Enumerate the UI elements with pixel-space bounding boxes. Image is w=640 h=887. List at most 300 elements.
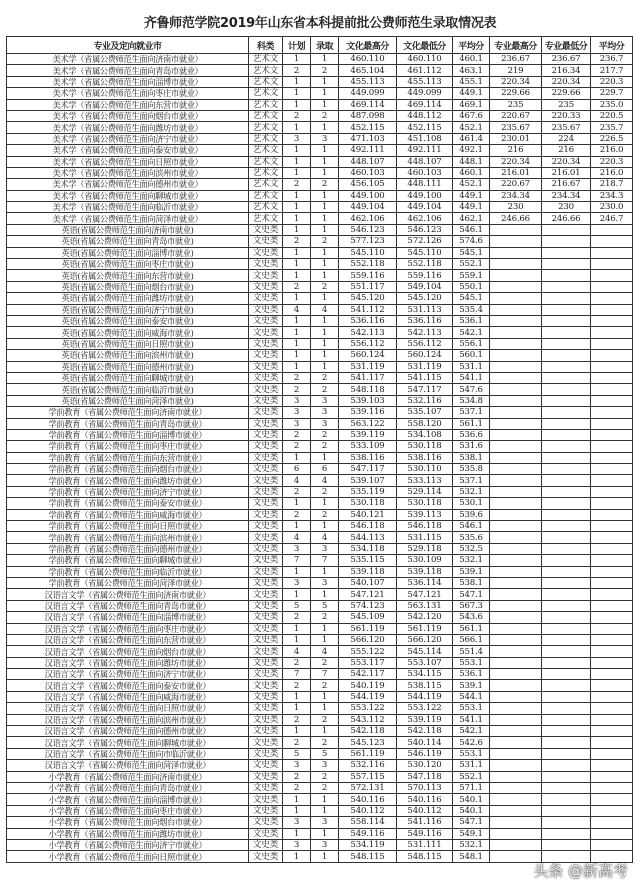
cell-culture-max: 462.106	[339, 213, 397, 224]
cell-category: 文史类	[249, 372, 283, 383]
cell-major-min: 235.67	[542, 122, 591, 133]
cell-plan: 1	[283, 99, 311, 110]
cell-culture-avg: 530.1	[453, 498, 490, 509]
cell-major-min: 216.67	[542, 179, 591, 190]
cell-plan: 1	[283, 327, 311, 338]
cell-culture-avg: 463.1	[453, 65, 490, 76]
cell-major-avg	[591, 543, 633, 554]
cell-culture-max: 538.116	[339, 452, 397, 463]
table-row	[7, 224, 633, 235]
cell-category: 文史类	[249, 726, 283, 737]
page-title: 齐鲁师范学院2019年山东省本科提前批公费师范生录取情况表	[143, 16, 497, 31]
cell-major-max: 229.66	[490, 88, 542, 99]
cell-major-max	[490, 224, 542, 235]
cell-plan: 2	[283, 236, 311, 247]
cell-plan: 5	[283, 600, 311, 611]
cell-major-max	[490, 657, 542, 668]
cell-plan: 3	[283, 839, 311, 850]
table-row	[7, 281, 633, 292]
cell-admitted: 2	[311, 680, 339, 691]
cell-culture-min: 539.118	[397, 566, 453, 577]
cell-culture-avg: 559.1	[453, 270, 490, 281]
cell-plan: 1	[283, 361, 311, 372]
table-row	[7, 236, 633, 247]
cell-plan: 2	[283, 486, 311, 497]
cell-culture-avg: 536.6	[453, 429, 490, 440]
cell-major-city: 美术学（省属公费师范生面向济南市就业）	[7, 54, 249, 65]
cell-culture-min: 566.120	[397, 634, 453, 645]
cell-major-min: 235	[542, 99, 591, 110]
cell-admitted: 1	[311, 634, 339, 645]
cell-culture-min: 545.120	[397, 293, 453, 304]
cell-plan: 2	[283, 441, 311, 452]
cell-major-max	[490, 350, 542, 361]
cell-plan: 1	[283, 851, 311, 862]
cell-culture-avg: 548.1	[453, 851, 490, 862]
cell-culture-min: 547.118	[397, 771, 453, 782]
cell-major-city: 美术学（省属公费师范生面向潍坊市就业）	[7, 122, 249, 133]
cell-major-city: 美术学（省属公费师范生面向淄博市就业）	[7, 76, 249, 87]
cell-major-avg	[591, 327, 633, 338]
cell-major-city: 英语(省属公费师范生面向德州市就业)	[7, 361, 249, 372]
cell-major-min: 220.33	[542, 110, 591, 121]
cell-major-city: 英语(省属公费师范生面向临沂市就业)	[7, 384, 249, 395]
cell-major-min: 246.66	[542, 213, 591, 224]
cell-major-avg	[591, 646, 633, 657]
cell-plan: 1	[283, 213, 311, 224]
table-row	[7, 372, 633, 383]
cell-major-avg: 246.7	[591, 213, 633, 224]
col-major-min: 专业最低分	[542, 37, 591, 54]
cell-major-avg	[591, 817, 633, 828]
cell-major-min	[542, 634, 591, 645]
cell-admitted: 2	[311, 783, 339, 794]
table-row	[7, 589, 633, 600]
cell-culture-min: 462.106	[397, 213, 453, 224]
cell-major-min	[542, 407, 591, 418]
cell-admitted: 1	[311, 224, 339, 235]
cell-plan: 1	[283, 498, 311, 509]
cell-major-max	[490, 247, 542, 258]
cell-culture-avg: 467.6	[453, 110, 490, 121]
cell-admitted: 1	[311, 99, 339, 110]
cell-major-city: 汉语言文学（省属公费师范生面向日照市就业）	[7, 703, 249, 714]
cell-category: 文史类	[249, 634, 283, 645]
cell-major-max	[490, 236, 542, 247]
cell-major-avg	[591, 600, 633, 611]
cell-culture-max: 548.115	[339, 851, 397, 862]
table-row	[7, 737, 633, 748]
cell-culture-avg: 547.1	[453, 817, 490, 828]
cell-major-city: 汉语言文学（省属公费师范生面向聊城市就业）	[7, 737, 249, 748]
table-row	[7, 521, 633, 532]
table-row	[7, 270, 633, 281]
cell-major-avg	[591, 418, 633, 429]
cell-major-min: 236.67	[542, 54, 591, 65]
cell-category: 艺术文	[249, 145, 283, 156]
cell-admitted: 1	[311, 521, 339, 532]
table-row	[7, 65, 633, 76]
cell-culture-min: 560.124	[397, 350, 453, 361]
cell-major-max	[490, 555, 542, 566]
cell-culture-avg: 542.1	[453, 726, 490, 737]
cell-major-avg	[591, 748, 633, 759]
cell-culture-avg: 536.1	[453, 315, 490, 326]
cell-category: 文史类	[249, 851, 283, 862]
cell-culture-min: 448.112	[397, 110, 453, 121]
cell-major-city: 小学教育（省属公费师范生面向潍坊市就业）	[7, 828, 249, 839]
cell-major-city: 美术学（省属公费师范生面向菏泽市就业）	[7, 213, 249, 224]
cell-culture-min: 563.131	[397, 600, 453, 611]
table-row	[7, 783, 633, 794]
cell-category: 文史类	[249, 543, 283, 554]
cell-major-max	[490, 828, 542, 839]
cell-category: 文史类	[249, 361, 283, 372]
cell-culture-max: 534.119	[339, 839, 397, 850]
cell-major-min	[542, 281, 591, 292]
cell-culture-max: 546.123	[339, 224, 397, 235]
cell-major-avg	[591, 361, 633, 372]
cell-major-city: 小学教育（省属公费师范生面向日照市就业）	[7, 851, 249, 862]
cell-major-min	[542, 566, 591, 577]
cell-major-city: 汉语言文学（省属公费师范生面向潍坊市就业）	[7, 657, 249, 668]
cell-plan: 7	[283, 555, 311, 566]
cell-major-city: 学前教育（省属公费师范生面向聊城市就业）	[7, 555, 249, 566]
cell-major-city: 英语(省属公费师范生面向聊城市就业)	[7, 372, 249, 383]
table-row	[7, 612, 633, 623]
cell-culture-avg: 536.1	[453, 669, 490, 680]
cell-admitted: 1	[311, 156, 339, 167]
cell-major-max	[490, 521, 542, 532]
cell-major-max	[490, 532, 542, 543]
cell-major-avg	[591, 236, 633, 247]
cell-culture-max: 542.118	[339, 726, 397, 737]
cell-major-max	[490, 737, 542, 748]
table-row	[7, 760, 633, 771]
cell-admitted: 1	[311, 794, 339, 805]
cell-major-min: 216.34	[542, 65, 591, 76]
cell-major-city: 小学教育（省属公费师范生面向淄博市就业）	[7, 794, 249, 805]
cell-culture-min: 449.104	[397, 202, 453, 213]
cell-major-avg	[591, 577, 633, 588]
cell-culture-avg: 535.6	[453, 532, 490, 543]
cell-culture-max: 460.103	[339, 167, 397, 178]
table-row	[7, 99, 633, 110]
cell-major-min	[542, 293, 591, 304]
cell-culture-min: 529.114	[397, 486, 453, 497]
cell-category: 文史类	[249, 657, 283, 668]
cell-culture-max: 549.116	[339, 828, 397, 839]
cell-major-city: 英语(省属公费师范生面向日照市就业)	[7, 338, 249, 349]
cell-category: 文史类	[249, 327, 283, 338]
cell-admitted: 3	[311, 839, 339, 850]
table-row	[7, 407, 633, 418]
cell-culture-max: 455.113	[339, 76, 397, 87]
cell-culture-min: 545.110	[397, 247, 453, 258]
cell-culture-max: 561.119	[339, 623, 397, 634]
cell-culture-max: 558.114	[339, 817, 397, 828]
cell-major-max	[490, 577, 542, 588]
cell-major-avg	[591, 771, 633, 782]
cell-major-city: 汉语言文学（省属公费师范生面向烟台市就业）	[7, 646, 249, 657]
cell-major-min: 216.01	[542, 167, 591, 178]
cell-plan: 1	[283, 623, 311, 634]
cell-culture-avg: 540.1	[453, 805, 490, 816]
cell-admitted: 1	[311, 315, 339, 326]
table-row	[7, 304, 633, 315]
cell-plan: 6	[283, 464, 311, 475]
cell-admitted: 1	[311, 726, 339, 737]
table-row	[7, 680, 633, 691]
cell-major-min	[542, 350, 591, 361]
cell-category: 艺术文	[249, 110, 283, 121]
cell-culture-avg: 551.4	[453, 646, 490, 657]
cell-category: 艺术文	[249, 65, 283, 76]
cell-category: 文史类	[249, 281, 283, 292]
cell-culture-avg: 532.5	[453, 543, 490, 554]
cell-major-max	[490, 543, 542, 554]
cell-culture-avg: 541.1	[453, 372, 490, 383]
cell-category: 艺术文	[249, 99, 283, 110]
table-row	[7, 122, 633, 133]
cell-major-max	[490, 475, 542, 486]
cell-plan: 1	[283, 315, 311, 326]
cell-major-avg	[591, 726, 633, 737]
cell-culture-min: 540.116	[397, 794, 453, 805]
cell-plan: 1	[283, 338, 311, 349]
cell-major-avg	[591, 509, 633, 520]
cell-culture-min: 536.114	[397, 577, 453, 588]
table-row	[7, 452, 633, 463]
table-row	[7, 600, 633, 611]
cell-culture-avg: 560.1	[453, 350, 490, 361]
table-row	[7, 646, 633, 657]
cell-category: 艺术文	[249, 190, 283, 201]
cell-major-avg: 235.0	[591, 99, 633, 110]
cell-major-min	[542, 395, 591, 406]
cell-major-max	[490, 384, 542, 395]
cell-culture-avg: 543.6	[453, 612, 490, 623]
cell-culture-min: 538.115	[397, 680, 453, 691]
cell-major-max	[490, 498, 542, 509]
cell-admitted: 1	[311, 259, 339, 270]
cell-major-avg: 220.5	[591, 110, 633, 121]
cell-category: 文史类	[249, 737, 283, 748]
cell-culture-max: 541.117	[339, 372, 397, 383]
table-row	[7, 259, 633, 270]
table-row	[7, 532, 633, 543]
cell-culture-max: 560.124	[339, 350, 397, 361]
cell-category: 文史类	[249, 817, 283, 828]
cell-major-max: 246.66	[490, 213, 542, 224]
cell-admitted: 1	[311, 350, 339, 361]
cell-major-min	[542, 794, 591, 805]
cell-major-city: 美术学（省属公费师范生面向德州市就业）	[7, 179, 249, 190]
cell-plan: 1	[283, 76, 311, 87]
cell-major-min	[542, 521, 591, 532]
cell-culture-avg: 549.1	[453, 828, 490, 839]
cell-culture-min: 546.119	[397, 748, 453, 759]
cell-major-min	[542, 612, 591, 623]
table-row	[7, 543, 633, 554]
cell-plan: 1	[283, 293, 311, 304]
cell-admitted: 2	[311, 110, 339, 121]
cell-major-city: 汉语言文学（省属公费师范生面向济南市就业）	[7, 589, 249, 600]
cell-admitted: 1	[311, 167, 339, 178]
cell-culture-max: 460.110	[339, 54, 397, 65]
cell-major-max: 230	[490, 202, 542, 213]
cell-admitted: 5	[311, 600, 339, 611]
table-row	[7, 577, 633, 588]
cell-admitted: 2	[311, 281, 339, 292]
cell-plan: 1	[283, 156, 311, 167]
cell-major-city: 学前教育（省属公费师范生面向威海市就业）	[7, 509, 249, 520]
cell-plan: 1	[283, 589, 311, 600]
table-row	[7, 828, 633, 839]
table-row	[7, 555, 633, 566]
cell-major-max	[490, 714, 542, 725]
cell-major-city: 学前教育（省属公费师范生面向菏泽市就业）	[7, 577, 249, 588]
cell-culture-avg: 544.1	[453, 691, 490, 702]
cell-plan: 1	[283, 566, 311, 577]
cell-major-city: 汉语言文学（省属公费师范生面向德州市就业）	[7, 726, 249, 737]
cell-culture-min: 534.115	[397, 669, 453, 680]
cell-plan: 2	[283, 737, 311, 748]
cell-admitted: 1	[311, 589, 339, 600]
cell-major-min	[542, 532, 591, 543]
cell-culture-min: 547.121	[397, 589, 453, 600]
table-row	[7, 714, 633, 725]
cell-culture-max: 552.118	[339, 259, 397, 270]
cell-plan: 1	[283, 247, 311, 258]
cell-major-city: 美术学（省属公费师范生面向烟台市就业）	[7, 110, 249, 121]
cell-plan: 5	[283, 748, 311, 759]
cell-admitted: 3	[311, 577, 339, 588]
cell-culture-min: 542.113	[397, 327, 453, 338]
cell-major-max	[490, 691, 542, 702]
cell-culture-max: 557.115	[339, 771, 397, 782]
cell-plan: 2	[283, 372, 311, 383]
cell-culture-min: 540.114	[397, 737, 453, 748]
cell-major-city: 英语(省属公费师范生面向烟台市就业)	[7, 281, 249, 292]
cell-culture-min: 539.113	[397, 509, 453, 520]
cell-major-min	[542, 703, 591, 714]
cell-culture-max: 540.112	[339, 805, 397, 816]
cell-culture-max: 574.123	[339, 600, 397, 611]
cell-category: 文史类	[249, 486, 283, 497]
cell-major-city: 英语(省属公费师范生面向淄博市就业)	[7, 247, 249, 258]
cell-culture-max: 545.120	[339, 293, 397, 304]
cell-plan: 3	[283, 577, 311, 588]
cell-culture-min: 542.118	[397, 726, 453, 737]
cell-major-avg	[591, 270, 633, 281]
cell-major-max	[490, 315, 542, 326]
cell-culture-avg: 452.1	[453, 122, 490, 133]
cell-plan: 3	[283, 407, 311, 418]
cell-culture-avg: 535.4	[453, 304, 490, 315]
cell-culture-max: 548.118	[339, 384, 397, 395]
table-row	[7, 361, 633, 372]
cell-culture-max: 561.119	[339, 748, 397, 759]
cell-admitted: 4	[311, 646, 339, 657]
cell-major-avg: 217.7	[591, 65, 633, 76]
cell-major-city: 美术学（省属公费师范生面向日照市就业）	[7, 156, 249, 167]
cell-plan: 4	[283, 475, 311, 486]
cell-category: 文史类	[249, 566, 283, 577]
cell-major-avg	[591, 475, 633, 486]
cell-culture-max: 546.118	[339, 521, 397, 532]
cell-major-avg: 220.3	[591, 156, 633, 167]
cell-admitted: 2	[311, 771, 339, 782]
cell-admitted: 1	[311, 623, 339, 634]
admission-table	[6, 36, 633, 863]
cell-major-avg: 235.7	[591, 122, 633, 133]
cell-admitted: 1	[311, 190, 339, 201]
cell-plan: 1	[283, 145, 311, 156]
cell-culture-max: 545.110	[339, 247, 397, 258]
cell-major-max: 220.34	[490, 76, 542, 87]
cell-category: 文史类	[249, 623, 283, 634]
cell-admitted: 6	[311, 464, 339, 475]
cell-major-min	[542, 680, 591, 691]
cell-major-city: 学前教育（省属公费师范生面向东营市就业）	[7, 452, 249, 463]
cell-major-min	[542, 714, 591, 725]
cell-major-max: 220.34	[490, 156, 542, 167]
table-row	[7, 327, 633, 338]
cell-culture-min: 448.111	[397, 179, 453, 190]
cell-culture-avg: 455.1	[453, 76, 490, 87]
cell-major-city: 美术学（省属公费师范生面向青岛市就业）	[7, 65, 249, 76]
cell-category: 文史类	[249, 669, 283, 680]
cell-plan: 1	[283, 703, 311, 714]
cell-major-min	[542, 464, 591, 475]
cell-major-max	[490, 680, 542, 691]
cell-major-min	[542, 361, 591, 372]
cell-admitted: 1	[311, 828, 339, 839]
col-culture-min: 文化最低分	[397, 37, 453, 54]
table-row	[7, 634, 633, 645]
cell-major-avg	[591, 828, 633, 839]
cell-major-avg	[591, 486, 633, 497]
cell-culture-avg: 539.6	[453, 509, 490, 520]
cell-culture-min: 530.120	[397, 760, 453, 771]
cell-major-avg	[591, 464, 633, 475]
cell-major-max	[490, 486, 542, 497]
cell-major-city: 汉语言文学（省属公费师范生面向滨州市就业）	[7, 714, 249, 725]
cell-admitted: 7	[311, 669, 339, 680]
cell-category: 文史类	[249, 270, 283, 281]
cell-culture-avg: 449.1	[453, 88, 490, 99]
cell-category: 文史类	[249, 338, 283, 349]
cell-culture-max: 551.117	[339, 281, 397, 292]
cell-major-max	[490, 293, 542, 304]
cell-major-avg: 216.0	[591, 167, 633, 178]
table-row	[7, 156, 633, 167]
table-row	[7, 54, 633, 65]
cell-culture-max: 536.116	[339, 315, 397, 326]
cell-admitted: 2	[311, 486, 339, 497]
cell-admitted: 1	[311, 213, 339, 224]
cell-culture-min: 461.112	[397, 65, 453, 76]
cell-category: 文史类	[249, 293, 283, 304]
cell-major-min: 230	[542, 202, 591, 213]
cell-culture-max: 541.112	[339, 304, 397, 315]
cell-major-avg: 234.3	[591, 190, 633, 201]
cell-culture-avg: 542.6	[453, 737, 490, 748]
cell-category: 文史类	[249, 600, 283, 611]
cell-culture-avg: 546.1	[453, 224, 490, 235]
table-row	[7, 247, 633, 258]
